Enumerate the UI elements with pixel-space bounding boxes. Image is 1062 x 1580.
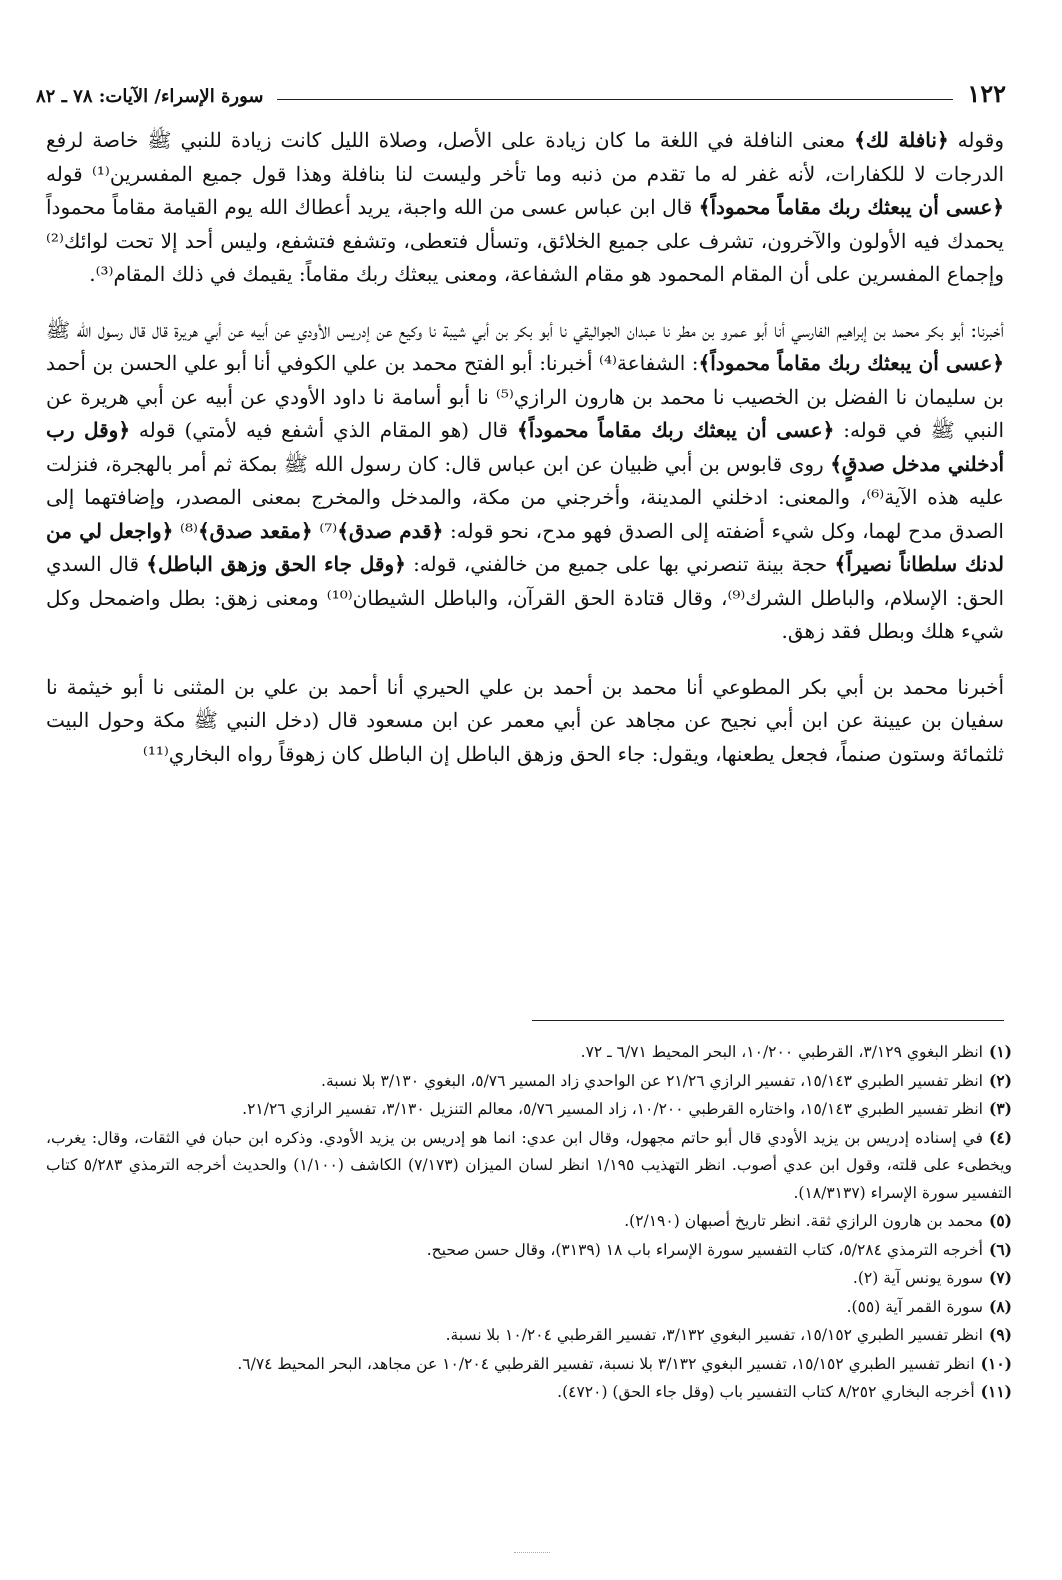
quran-quote: ﴿وقل جاء الحق وزهق الباطل﴾ xyxy=(146,552,406,576)
footnote-text: في إسناده إدريس بن يزيد الأودي قال أبو حاتم مجهول، وقال ابن عدي: انما هو إدريس بن يزيد الأودي. وذكره ابن حبان في الثقات، وقال: يغرب، ويخطىء على قلته، وقول ابن عدي أصوب. انظر التهذيب ١/١٩٥ انظر لسان الميزان (٧/١٧٣) الكاشف (١/١٠٠) والحديث أخرجه الترمذي ٥/٢٨٣ كتاب التفسير سورة الإسراء (١٨/٣١٣٧). xyxy=(46,1128,1012,1202)
quran-quote: ﴿عسى أن يبعثك ربك مقاماً محموداً﴾ xyxy=(698,195,1004,219)
footnote-text: انظر تفسير الطبري ١٥/١٤٣، تفسير الرازي ٢١/٢٦ عن الواحدي زاد المسير ٥/٧٦، البغوي ٣/١٣٠ بلا نسبة. xyxy=(321,1071,983,1090)
quran-quote: ﴿عسى أن يبعثك ربك مقاماً محموداً﴾ xyxy=(516,418,835,442)
text-run: وقوله xyxy=(948,128,1004,152)
quran-quote: ﴿نافلة لك﴾ xyxy=(854,128,949,152)
footnote-number: (٧) xyxy=(988,1268,1012,1287)
footnote-text: سورة القمر آية (٥٥). xyxy=(846,1297,983,1316)
footnote xyxy=(46,1378,1012,1407)
text-run: قال (هو المقام الذي أشفع فيه لأمتي) قوله xyxy=(130,418,517,442)
footnote-number: (٩) xyxy=(988,1325,1012,1344)
footnote-number: (٨) xyxy=(988,1296,1012,1316)
footnote xyxy=(46,1124,1012,1208)
footnote-text: أخرجه الترمذي ٥/٢٨٤، كتاب التفسير سورة الإسراء باب ١٨ (٣١٣٩)، وقال حسن صحيح. xyxy=(426,1240,983,1259)
footnote-separator xyxy=(532,1020,1004,1021)
paragraph xyxy=(46,124,1004,292)
footnote xyxy=(46,1095,1012,1124)
footnote-text: محمد بن هارون الرازي ثقة. انظر تاريخ أصبهان (٢/١٩٠). xyxy=(624,1212,983,1230)
text-run: ⁽⁷⁾ xyxy=(312,518,338,543)
main-text xyxy=(46,124,1004,793)
page-header xyxy=(36,72,1006,106)
text-run: أخبرنا محمد بن أبي بكر المطوعي أنا محمد بن أحمد بن علي الحيري أنا أحمد بن علي بن المثنى نا أبو خيثمة نا سفيان بن عيينة عن ابن أبي نجيح عن مجاهد عن أبي معمر عن ابن مسعود قال (دخل النبي ﷺ مكة وحول البيت ثلثمائة وستون صنماً، فجعل يطعنها، ويقول: جاء الحق وزهق الباطل إن الباطل كان زهوقاً رواه البخاري⁽¹¹⁾ xyxy=(46,674,1005,766)
text-run: أخبرنا: أبو بكر محمد بن إبراهيم الفارسي أنا أبو عمرو بن مطر نا عبدان الجواليقي نا أبو بكر بن أبي شيبة نا وكيع عن إدريس الأودي عن أبيه عن أبي هريرة قال قال رسول الله ﷺ xyxy=(46,317,1004,342)
page-number: ١٢٢ xyxy=(967,79,1006,108)
text-run: روى قابوس بن أبي ظبيان عن ابن عباس قال: كان رسول الله ﷺ بمكة ثم أمر بالهجرة، فنزلت عليه هذه الآية⁽⁶⁾، والمعنى: ادخلني المدينة، وأخرجني من مكة، والمدخل والمخرج بمعنى المصدر، وإضافتهما إلى الصدق مدح لهما، وكل شيء أضفته إلى الصدق فهو مدح، نحو قوله: xyxy=(46,451,1005,543)
header-rule xyxy=(277,99,953,100)
quran-quote: ﴿واجعل لي من لدنك سلطاناً نصيراً﴾ xyxy=(46,518,1004,576)
text-run: معنى النافلة في اللغة ما كان زيادة على الأصل، وصلاة الليل كانت زيادة للنبي ﷺ خاصة لرفع الدرجات لا للكفارات، لأنه غفر له ما تقدم من ذنبه وما تأخر وليست لنا بنافلة وهذا قول جميع المفسرين⁽¹⁾ قوله xyxy=(46,128,1005,186)
footnote-number: (٥) xyxy=(988,1211,1012,1230)
text-run: حجة بينة تنصرني بها على جميع من خالفني، قوله: xyxy=(405,552,835,576)
quran-quote: ﴿مقعد صدق﴾ xyxy=(197,518,313,543)
footnote xyxy=(46,1038,1012,1067)
bottom-mark xyxy=(514,1552,550,1553)
footnote-text: سورة يونس آية (٢). xyxy=(852,1269,983,1287)
footnote-number: (١٠) xyxy=(980,1353,1012,1373)
footnote-text: انظر البغوي ٣/١٢٩، القرطبي ١٠/٢٠٠، البحر المحيط ٦/٧١ ـ ٧٢. xyxy=(580,1043,983,1061)
running-title: سورة الإسراء/ الآيات: ٧٨ ـ ٨٢ xyxy=(36,86,264,107)
footnote xyxy=(46,1264,1012,1293)
footnote xyxy=(46,1293,1012,1322)
footnote-number: (١) xyxy=(988,1042,1012,1061)
footnote-number: (١١) xyxy=(980,1382,1012,1401)
text-run: قال السدي الحق: الإسلام، والباطل الشرك⁽⁹⁾، وقال قتادة الحق القرآن، والباطل الشيطان⁽¹⁰⁾ ومعنى زهق: بطل واضمحل وكل شيء هلك وبطل فقد زهق. xyxy=(46,552,1005,643)
paragraph xyxy=(46,671,1004,772)
text-run: قال ابن عباس عسى من الله واجبة، يريد أعطاك الله يوم القيامة مقاماً محموداً يحمدك فيه الأولون والآخرون، تشرف على جميع الخلائق، وتسأل فتعطى، وتشفع فتشفع، وليس أحد إلا تحت لوائك⁽²⁾ وإجماع المفسرين على أن المقام المحمود هو مقام الشفاعة، ومعنى يبعثك ربك مقاماً: يقيمك في ذلك المقام⁽³⁾. xyxy=(46,195,1004,286)
text-run: ⁽⁸⁾ xyxy=(173,518,198,543)
quran-quote: ﴿وقل رب أدخلني مدخل صدقٍ﴾ xyxy=(46,418,1004,476)
quran-quote: ﴿عسى أن يبعثك ربك مقاماً محموداً﴾ xyxy=(698,351,1005,375)
footnote-number: (٦) xyxy=(988,1239,1012,1259)
paragraph xyxy=(46,314,1004,649)
footnote xyxy=(46,1350,1012,1379)
footnote-text: انظر تفسير الطبري ١٥/١٥٢، تفسير البغوي ٣/١٣٢، تفسير القرطبي ١٠/٢٠٤ بلا نسبة. xyxy=(445,1326,983,1344)
footnote xyxy=(46,1067,1012,1096)
footnote-number: (٢) xyxy=(988,1070,1012,1090)
footnote-text: انظر تفسير الطبري ١٥/١٥٢، تفسير البغوي ٣/١٣٢ بلا نسبة، تفسير القرطبي ١٠/٢٠٤ عن مجاهد، البحر المحيط ٦/٧٤. xyxy=(237,1354,975,1373)
footnote-number: (٣) xyxy=(988,1099,1012,1118)
text-run: : الشفاعة⁽⁴⁾ أخبرنا: أبو الفتح محمد بن علي الكوفي أنا أبو علي الحسن بن أحمد بن سليمان نا الفضل بن الخصيب نا محمد بن هارون الرازي⁽⁵⁾ نا أبو أسامة نا داود الأودي عن أبيه عن أبي هريرة عن النبي ﷺ في قوله: xyxy=(46,351,1005,442)
footnote-text: أخرجه البخاري ٨/٢٥٢ كتاب التفسير باب (وقل جاء الحق) (٤٧٢٠). xyxy=(557,1383,975,1401)
footnote-text: انظر تفسير الطبري ١٥/١٤٣، واختاره القرطبي ١٠/٢٠٠، زاد المسير ٥/٧٦، معالم التنزيل ٣/١٣٠، تفسير الرازي ٢١/٢٦. xyxy=(242,1100,983,1118)
footnote xyxy=(46,1207,1012,1236)
footnotes xyxy=(46,1038,1012,1407)
quran-quote: ﴿قدم صدق﴾ xyxy=(337,518,444,543)
footnote xyxy=(46,1236,1012,1265)
footnote xyxy=(46,1321,1012,1350)
footnote-number: (٤) xyxy=(988,1127,1012,1147)
